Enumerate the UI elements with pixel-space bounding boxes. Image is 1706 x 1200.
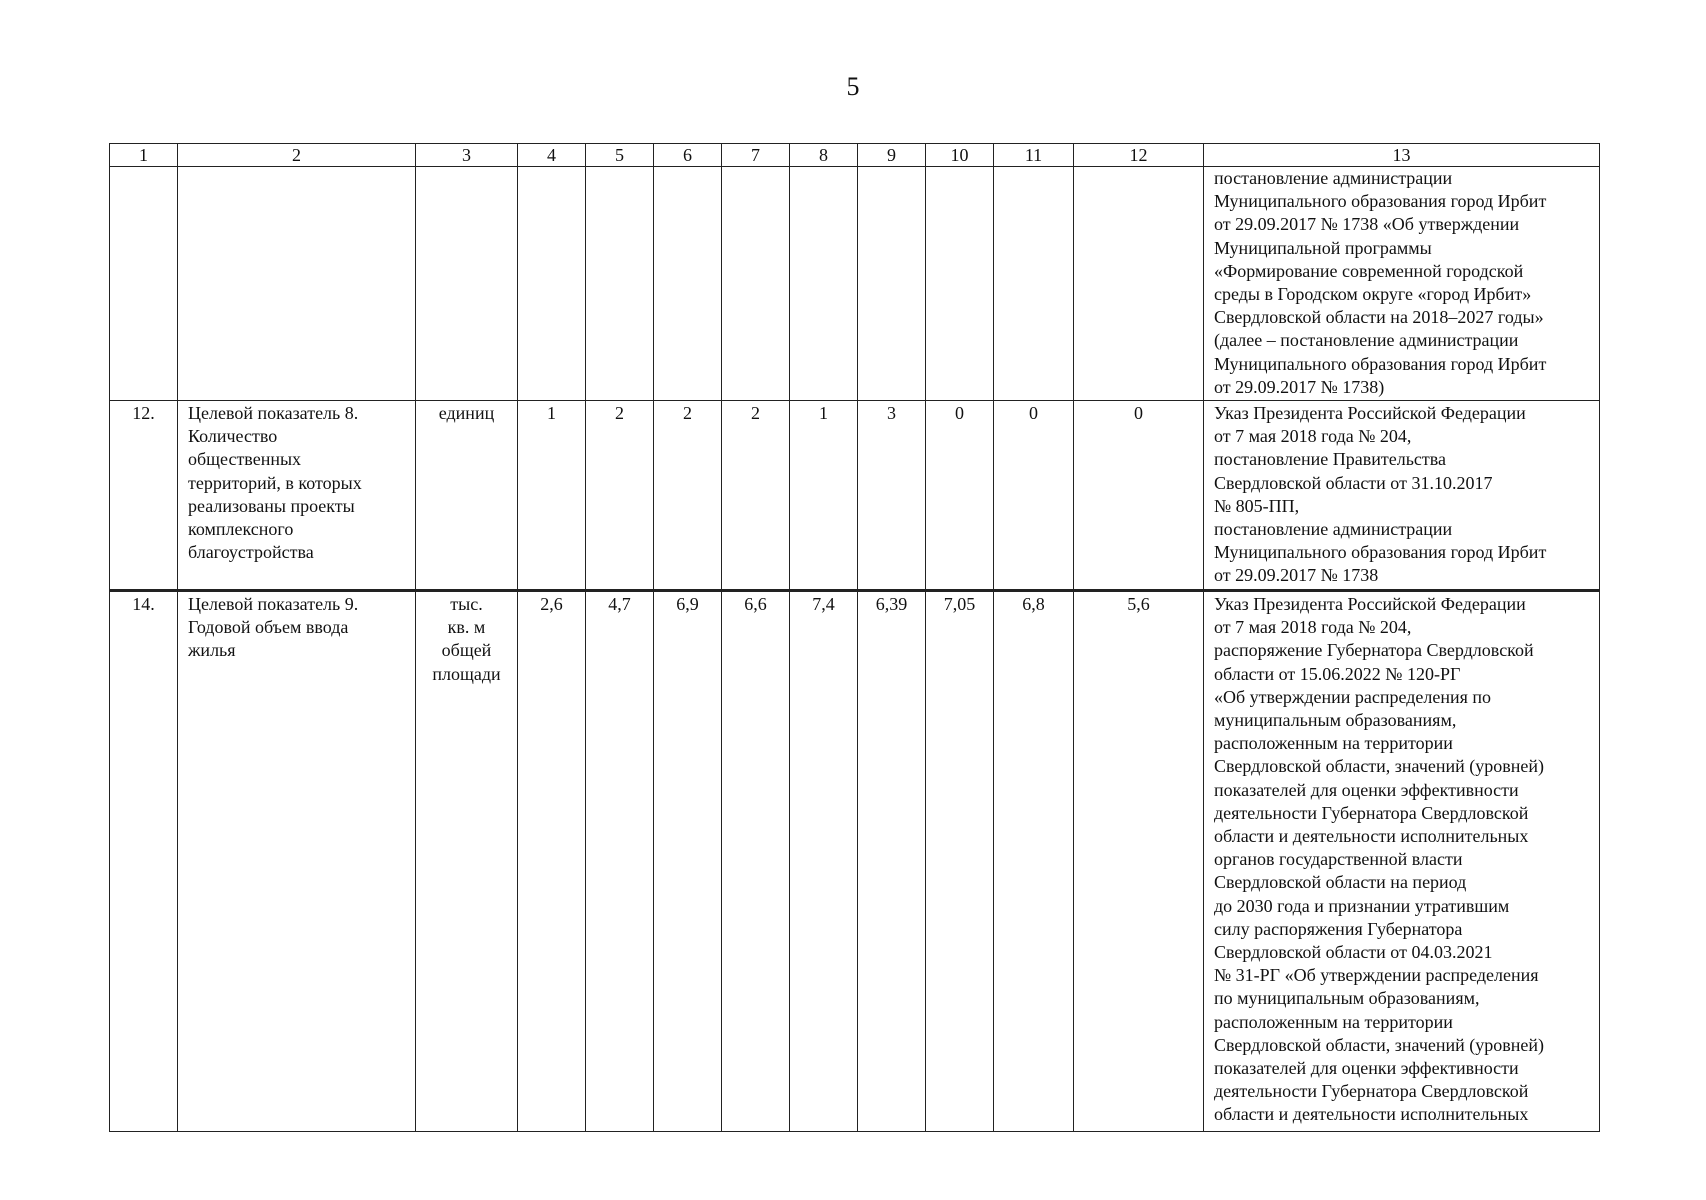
value-cell: 7,4 — [790, 591, 858, 1132]
text-line: до 2030 года и признании утратившим — [1214, 895, 1510, 916]
text-line: общей — [441, 640, 492, 661]
value-cell: 1 — [518, 401, 586, 591]
text-line: (далее – постановление администрации — [1214, 330, 1519, 351]
text-line: Целевой показатель 9. — [188, 594, 359, 614]
value-cell: 0 — [1074, 401, 1204, 591]
text-line: Указ Президента Российской Федерации — [1214, 403, 1526, 423]
text-line: Целевой показатель 8. — [188, 403, 359, 423]
indicators-table — [109, 143, 1600, 1132]
text-line: показателей для оценки эффективности — [1214, 779, 1519, 800]
indicator-name-cell — [178, 401, 416, 591]
text-line: Муниципального образования город Ирбит — [1214, 542, 1547, 563]
text-line: от 29.09.2017 № 1738) — [1214, 376, 1385, 397]
table-row — [110, 401, 1600, 591]
text-line: «Формирование современной городской — [1214, 260, 1524, 281]
text-line: «Об утверждении распределения по — [1214, 686, 1492, 707]
text-line: Свердловской области на период — [1214, 872, 1467, 893]
text-line: тыс. — [450, 594, 483, 614]
text-line: комплексного — [188, 519, 294, 540]
value-cell: 2 — [586, 401, 654, 591]
text-line: Свердловской области от 04.03.2021 — [1214, 942, 1493, 963]
text-line: кв. м — [447, 617, 486, 638]
text-line: от 29.09.2017 № 1738 — [1214, 565, 1379, 586]
column-number: 5 — [586, 144, 654, 167]
text-line: Указ Президента Российской Федерации — [1214, 594, 1526, 614]
value-cell: 0 — [926, 401, 994, 591]
text-line: Муниципального образования город Ирбит — [1214, 191, 1547, 212]
value-cell: 2,6 — [518, 591, 586, 1132]
text-line: по муниципальным образованиям, — [1214, 988, 1480, 1009]
text-line: расположенным на территории — [1214, 733, 1453, 754]
value-cell: 4,7 — [586, 591, 654, 1132]
text-line: площади — [432, 663, 501, 684]
column-number-row — [110, 144, 1600, 167]
value-cell: 2 — [654, 401, 722, 591]
indicator-name-cell — [178, 591, 416, 1132]
text-line: от 7 мая 2018 года № 204, — [1214, 426, 1412, 447]
text-line: постановление Правительства — [1214, 449, 1447, 470]
text-line: реализованы проекты — [188, 495, 355, 516]
legal-basis-cell — [1204, 167, 1600, 401]
text-line: от 7 мая 2018 года № 204, — [1214, 617, 1412, 638]
column-number: 9 — [858, 144, 926, 167]
value-cell: 0 — [994, 401, 1074, 591]
text-line: показателей для оценки эффективности — [1214, 1058, 1519, 1079]
value-cell: 1 — [790, 401, 858, 591]
unit-cell — [416, 401, 518, 591]
text-line: Свердловской области на 2018–2027 годы» — [1214, 307, 1544, 328]
text-line: области и деятельности исполнительных — [1214, 1104, 1529, 1125]
text-line: № 805-ПП, — [1214, 495, 1300, 516]
table-row — [110, 591, 1600, 1132]
text-line: Свердловской области от 31.10.2017 — [1214, 472, 1493, 493]
value-cell: 5,6 — [1074, 591, 1204, 1132]
column-number: 13 — [1204, 144, 1600, 167]
text-line: Годовой объем ввода — [188, 617, 349, 638]
column-number: 12 — [1074, 144, 1204, 167]
text-line: постановление администрации — [1214, 168, 1453, 188]
text-line: от 29.09.2017 № 1738 «Об утверждении — [1214, 214, 1520, 235]
text-line: деятельности Губернатора Свердловской — [1214, 1081, 1529, 1102]
text-line: распоряжение Губернатора Свердловской — [1214, 640, 1534, 661]
column-number: 10 — [926, 144, 994, 167]
value-cell: 3 — [858, 401, 926, 591]
text-line: среды в Городском округе «город Ирбит» — [1214, 284, 1532, 305]
column-number: 7 — [722, 144, 790, 167]
value-cell: 6,8 — [994, 591, 1074, 1132]
text-line: постановление администрации — [1214, 519, 1453, 540]
value-cell: 2 — [722, 401, 790, 591]
text-line: области от 15.06.2022 № 120-РГ — [1214, 663, 1461, 684]
unit-cell — [416, 591, 518, 1132]
row-number: 12. — [110, 401, 178, 591]
text-line: муниципальным образованиям, — [1214, 710, 1457, 731]
text-line: Муниципального образования город Ирбит — [1214, 353, 1547, 374]
text-line: деятельности Губернатора Свердловской — [1214, 802, 1529, 823]
text-line: благоустройства — [188, 542, 314, 563]
text-line: № 31-РГ «Об утверждении распределения — [1214, 965, 1539, 986]
table-row-continuation — [110, 167, 1600, 401]
page-number: 5 — [846, 72, 860, 101]
text-line: Муниципальной программы — [1214, 237, 1432, 258]
text-line: Количество — [188, 426, 278, 447]
text-line: органов государственной власти — [1214, 849, 1463, 870]
column-number: 6 — [654, 144, 722, 167]
text-line: жилья — [188, 640, 236, 661]
row-number: 14. — [110, 591, 178, 1132]
column-number: 1 — [110, 144, 178, 167]
text-line: Свердловской области, значений (уровней) — [1214, 756, 1545, 777]
text-line: расположенным на территории — [1214, 1011, 1453, 1032]
text-line: силу распоряжения Губернатора — [1214, 918, 1463, 939]
legal-basis-cell — [1204, 591, 1600, 1132]
value-cell: 6,39 — [858, 591, 926, 1132]
column-number: 2 — [178, 144, 416, 167]
text-line: единиц — [438, 403, 495, 423]
column-number: 4 — [518, 144, 586, 167]
value-cell: 6,6 — [722, 591, 790, 1132]
value-cell: 7,05 — [926, 591, 994, 1132]
text-line: Свердловской области, значений (уровней) — [1214, 1034, 1545, 1055]
text-line: общественных — [188, 449, 302, 470]
column-number: 11 — [994, 144, 1074, 167]
column-number: 3 — [416, 144, 518, 167]
legal-basis-cell — [1204, 401, 1600, 591]
column-number: 8 — [790, 144, 858, 167]
value-cell: 6,9 — [654, 591, 722, 1132]
text-line: области и деятельности исполнительных — [1214, 826, 1529, 847]
text-line: территорий, в которых — [188, 472, 362, 493]
